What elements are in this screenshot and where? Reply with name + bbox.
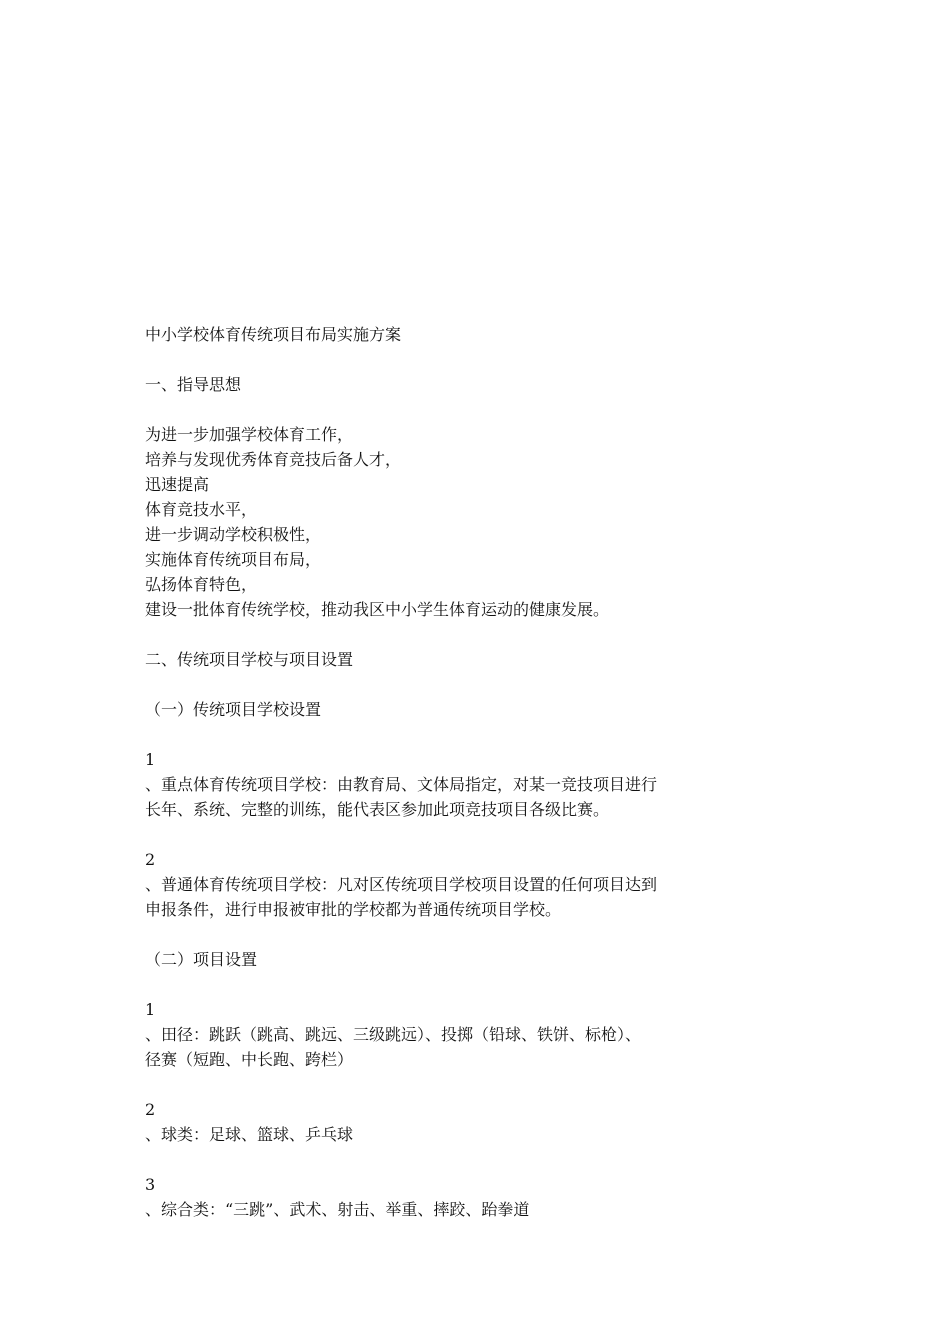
item-text-line: 、综合类：“三跳”、武术、射击、举重、摔跤、跆拳道 [145, 1200, 530, 1219]
paragraph-line: 建设一批体育传统学校，推动我区中小学生体育运动的健康发展。 [145, 600, 610, 619]
spacer [145, 1072, 705, 1097]
spacer [145, 972, 705, 997]
item-number: 2 [145, 1100, 156, 1119]
paragraph-line: 培养与发现优秀体育竞技后备人才， [145, 450, 402, 469]
subsection-heading: （一）传统项目学校设置 [145, 700, 322, 719]
item-text-line: 、球类：足球、篮球、乒乓球 [145, 1125, 354, 1144]
paragraph-line: 弘扬体育特色， [145, 575, 258, 594]
spacer [145, 622, 705, 647]
spacer [145, 1147, 705, 1172]
item-number: 3 [145, 1175, 156, 1194]
item-text-line: 径赛（短跑、中长跑、跨栏） [145, 1050, 354, 1069]
paragraph-line: 进一步调动学校积极性， [145, 525, 322, 544]
item-text-line: 申报条件，进行申报被审批的学校都为普通传统项目学校。 [145, 900, 562, 919]
item-text-line: 、普通体育传统项目学校：凡对区传统项目学校项目设置的任何项目达到 [145, 875, 658, 894]
spacer [145, 672, 705, 697]
spacer [145, 922, 705, 947]
item-number: 1 [145, 1000, 156, 1019]
item-text-line: 、田径：跳跃（跳高、跳远、三级跳远）、投掷（铅球、铁饼、标枪）、 [145, 1025, 642, 1044]
paragraph-line: 为进一步加强学校体育工作， [145, 425, 354, 444]
document-title: 中小学校体育传统项目布局实施方案 [145, 325, 402, 344]
paragraph-line: 迅速提高 [145, 475, 210, 494]
spacer [145, 822, 705, 847]
section-heading: 二、传统项目学校与项目设置 [145, 650, 354, 669]
item-number: 2 [145, 850, 156, 869]
subsection-heading: （二）项目设置 [145, 950, 258, 969]
spacer [145, 347, 705, 372]
item-text-line: 长年、系统、完整的训练，能代表区参加此项竞技项目各级比赛。 [145, 800, 610, 819]
section-heading: 一、指导思想 [145, 375, 242, 394]
spacer [145, 722, 705, 747]
paragraph-line: 实施体育传统项目布局， [145, 550, 322, 569]
item-text-line: 、重点体育传统项目学校：由教育局、文体局指定，对某一竞技项目进行 [145, 775, 658, 794]
item-number: 1 [145, 750, 156, 769]
document-body [145, 322, 705, 1222]
paragraph-line: 体育竞技水平， [145, 500, 258, 519]
spacer [145, 397, 705, 422]
